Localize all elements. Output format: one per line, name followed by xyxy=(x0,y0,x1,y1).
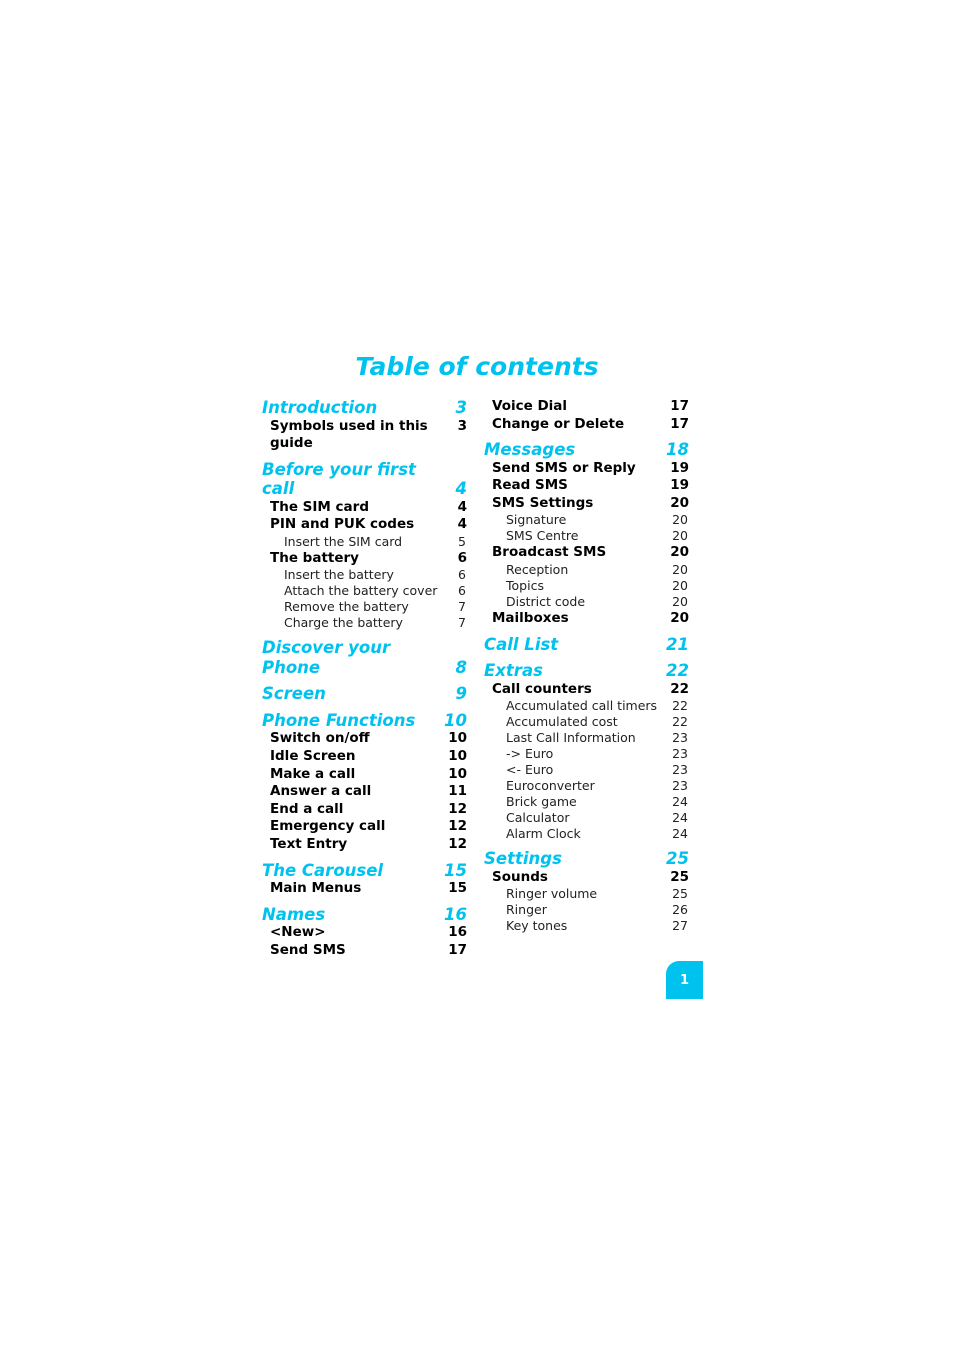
toc-subentry[interactable] xyxy=(484,778,689,794)
toc-entry-page: 10 xyxy=(448,730,467,747)
toc-entry-title: Ringer volume xyxy=(506,886,598,902)
toc-entry-page: 25 xyxy=(670,868,689,885)
toc-entry-page: 20 xyxy=(672,528,688,544)
toc-entry-title: End a call xyxy=(270,800,344,817)
toc-entry-title: Charge the battery xyxy=(284,615,403,631)
toc-entry-page: 11 xyxy=(448,783,467,800)
toc-subentry[interactable] xyxy=(484,714,689,730)
toc-entry-page: 16 xyxy=(448,924,467,941)
toc-entry-title: Emergency call xyxy=(270,818,386,835)
toc-entry-page: 26 xyxy=(672,902,688,918)
toc-entry[interactable] xyxy=(262,766,467,784)
toc-entry-title: Discover your Phone xyxy=(262,638,391,677)
toc-section-entry[interactable] xyxy=(262,684,467,704)
toc-entry-page: 6 xyxy=(458,567,466,583)
toc-entry[interactable] xyxy=(484,477,689,495)
toc-entry[interactable] xyxy=(484,416,689,434)
toc-entry[interactable] xyxy=(262,942,467,960)
toc-entry-title: Screen xyxy=(262,684,326,704)
toc-entry[interactable] xyxy=(262,924,467,942)
toc-entry-title: Mailboxes xyxy=(492,610,569,627)
toc-subentry[interactable] xyxy=(262,534,467,550)
toc-entry-title: Last Call Information xyxy=(506,730,636,746)
toc-entry-page: 12 xyxy=(448,836,467,853)
toc-entry-title: Read SMS xyxy=(492,477,568,494)
toc-section-entry[interactable] xyxy=(262,398,467,418)
toc-entry-title: Signature xyxy=(506,512,567,528)
toc-entry-page: 9 xyxy=(455,684,467,704)
toc-entry-page: 10 xyxy=(444,710,467,730)
toc-entry-title: Accumulated call timers xyxy=(506,698,658,714)
toc-entry-page: 3 xyxy=(455,398,467,417)
toc-entry[interactable] xyxy=(484,610,689,628)
toc-section-entry[interactable] xyxy=(262,861,467,881)
toc-entry-title: Symbols used in this guide xyxy=(270,417,428,452)
toc-entry-page: 17 xyxy=(448,941,467,958)
toc-left-column xyxy=(262,398,467,959)
toc-entry[interactable] xyxy=(484,681,689,699)
toc-entry-page: 23 xyxy=(672,730,688,746)
toc-entry[interactable] xyxy=(262,748,467,766)
toc-entry-page: 4 xyxy=(455,479,467,499)
toc-entry-title: Before your first call xyxy=(262,459,416,499)
toc-entry-title: Insert the battery xyxy=(284,567,394,583)
toc-subentry[interactable] xyxy=(262,567,467,583)
toc-entry-page: 22 xyxy=(670,680,689,697)
toc-subentry[interactable] xyxy=(484,730,689,746)
toc-entry-page: 21 xyxy=(666,634,689,654)
toc-entry-page: 18 xyxy=(666,440,689,460)
toc-entry-page: 22 xyxy=(672,698,688,714)
toc-subentry[interactable] xyxy=(484,794,689,810)
toc-entry-page: 19 xyxy=(670,477,689,494)
toc-subentry[interactable] xyxy=(484,698,689,714)
toc-section-entry[interactable] xyxy=(262,638,467,677)
toc-entry-title: Messages xyxy=(484,440,576,460)
toc-entry-page: 15 xyxy=(444,860,467,880)
toc-entry-title: Key tones xyxy=(506,918,568,934)
toc-entry-page: 4 xyxy=(457,498,467,515)
toc-entry-title: Euroconverter xyxy=(506,778,595,794)
toc-entry-page: 8 xyxy=(455,657,467,677)
toc-subentry[interactable] xyxy=(484,826,689,842)
toc-entry[interactable] xyxy=(262,818,467,836)
toc-entry[interactable] xyxy=(262,516,467,534)
toc-entry-title: Attach the battery cover xyxy=(284,583,438,599)
toc-entry-title: Reception xyxy=(506,562,569,578)
page-number: 1 xyxy=(679,972,690,988)
toc-entry-title: Send SMS xyxy=(270,941,346,958)
toc-entry-title: The SIM card xyxy=(270,498,369,515)
toc-subentry[interactable] xyxy=(262,599,467,615)
toc-entry-page: 19 xyxy=(670,459,689,476)
toc-entry-page: 25 xyxy=(666,849,689,869)
toc-entry-page: 20 xyxy=(672,562,688,578)
toc-entry[interactable] xyxy=(262,783,467,801)
toc-entry-page: 20 xyxy=(670,544,689,561)
toc-entry-title: Introduction xyxy=(262,398,378,417)
toc-entry[interactable] xyxy=(484,495,689,513)
toc-entry-title: <New> xyxy=(270,924,326,941)
toc-entry-title: Remove the battery xyxy=(284,599,409,615)
toc-entry-title: Main Menus xyxy=(270,880,362,897)
toc-entry-title: Alarm Clock xyxy=(506,826,581,842)
toc-subentry[interactable] xyxy=(484,512,689,528)
toc-subentry[interactable] xyxy=(262,615,467,631)
toc-entry-page: 12 xyxy=(448,800,467,817)
toc-entry-title: Extras xyxy=(484,661,543,681)
toc-entry-title: Brick game xyxy=(506,794,577,810)
toc-entry[interactable] xyxy=(262,836,467,854)
toc-entry-page: 20 xyxy=(672,578,688,594)
toc-subentry[interactable] xyxy=(484,578,689,594)
toc-subentry[interactable] xyxy=(484,746,689,762)
toc-entry[interactable] xyxy=(484,544,689,562)
toc-entry-title: -> Euro xyxy=(506,746,554,762)
toc-entry-title: Switch on/off xyxy=(270,730,370,747)
toc-entry-page: 22 xyxy=(666,661,689,681)
toc-entry-page: 7 xyxy=(458,615,466,631)
toc-entry-page: 17 xyxy=(670,398,689,414)
page-number-tab xyxy=(666,961,703,999)
toc-entry-title: Phone Functions xyxy=(262,710,416,730)
toc-entry[interactable] xyxy=(484,460,689,478)
toc-entry-title: Answer a call xyxy=(270,783,372,800)
toc-right-column xyxy=(484,398,689,934)
toc-entry-title: District code xyxy=(506,594,586,610)
toc-entry[interactable] xyxy=(262,499,467,517)
toc-entry-title: Accumulated cost xyxy=(506,714,618,730)
toc-subentry[interactable] xyxy=(262,583,467,599)
toc-entry-page: 15 xyxy=(448,880,467,897)
toc-subentry[interactable] xyxy=(484,594,689,610)
toc-entry[interactable] xyxy=(262,880,467,898)
toc-entry-title: Topics xyxy=(506,578,544,594)
toc-entry-page: 23 xyxy=(672,778,688,794)
toc-entry-title: Broadcast SMS xyxy=(492,544,607,561)
toc-subentry[interactable] xyxy=(484,886,689,902)
toc-entry-title: Change or Delete xyxy=(492,415,625,432)
toc-entry[interactable] xyxy=(484,398,689,416)
toc-section-entry[interactable] xyxy=(262,711,467,731)
toc-entry-title: The battery xyxy=(270,549,359,566)
toc-entry-page: 27 xyxy=(672,918,688,934)
toc-entry-page: 6 xyxy=(458,583,466,599)
toc-entry[interactable] xyxy=(262,418,467,453)
toc-entry-title: <- Euro xyxy=(506,762,554,778)
toc-entry-title: Ringer xyxy=(506,902,547,918)
page-title: Table of contents xyxy=(355,352,599,381)
toc-section-entry[interactable] xyxy=(484,661,689,681)
toc-entry-page: 12 xyxy=(448,818,467,835)
toc-entry-page: 7 xyxy=(458,599,466,615)
toc-entry-title: Settings xyxy=(484,849,562,869)
toc-entry-title: Make a call xyxy=(270,765,356,782)
toc-entry-page: 24 xyxy=(672,826,688,842)
toc-entry-page: 24 xyxy=(672,794,688,810)
toc-entry-page: 16 xyxy=(444,904,467,924)
toc-entry-title: SMS Settings xyxy=(492,494,594,511)
toc-section-entry[interactable] xyxy=(262,460,467,499)
toc-entry-page: 22 xyxy=(672,714,688,730)
toc-entry[interactable] xyxy=(484,869,689,887)
toc-entry-page: 20 xyxy=(670,610,689,627)
toc-entry-page: 20 xyxy=(672,594,688,610)
toc-entry[interactable] xyxy=(262,801,467,819)
toc-entry[interactable] xyxy=(262,730,467,748)
toc-entry-title: Send SMS or Reply xyxy=(492,459,636,476)
toc-entry-page: 20 xyxy=(670,494,689,511)
toc-entry-page: 23 xyxy=(672,762,688,778)
toc-entry-page: 20 xyxy=(672,512,688,528)
toc-section-entry[interactable] xyxy=(484,849,689,869)
toc-entry-page: 23 xyxy=(672,746,688,762)
toc-subentry[interactable] xyxy=(484,562,689,578)
toc-entry-title: Call counters xyxy=(492,680,592,697)
toc-subentry[interactable] xyxy=(484,918,689,934)
toc-section-entry[interactable] xyxy=(484,440,689,460)
toc-entry-page: 24 xyxy=(672,810,688,826)
toc-entry-page: 6 xyxy=(457,549,467,566)
toc-entry-page: 17 xyxy=(670,415,689,432)
toc-entry[interactable] xyxy=(262,550,467,568)
toc-entry-title: Names xyxy=(262,904,326,924)
toc-entry-title: The Carousel xyxy=(262,860,384,880)
toc-section-entry[interactable] xyxy=(262,905,467,925)
toc-entry-title: Call List xyxy=(484,634,559,654)
toc-subentry[interactable] xyxy=(484,810,689,826)
toc-entry-page: 10 xyxy=(448,765,467,782)
toc-subentry[interactable] xyxy=(484,762,689,778)
toc-entry-page: 25 xyxy=(672,886,688,902)
toc-subentry[interactable] xyxy=(484,902,689,918)
toc-entry-page: 4 xyxy=(457,516,467,533)
toc-entry-title: Sounds xyxy=(492,868,548,885)
toc-entry-title: Insert the SIM card xyxy=(284,533,403,549)
toc-entry-title: Calculator xyxy=(506,810,570,826)
toc-subentry[interactable] xyxy=(484,528,689,544)
toc-entry-title: PIN and PUK codes xyxy=(270,516,415,533)
toc-entry-page: 10 xyxy=(448,748,467,765)
toc-entry-title: Idle Screen xyxy=(270,748,356,765)
toc-entry-title: SMS Centre xyxy=(506,528,579,544)
toc-entry-page: 3 xyxy=(457,417,467,434)
toc-entry-title: Voice Dial xyxy=(492,398,568,414)
toc-entry-page: 5 xyxy=(458,533,466,549)
toc-section-entry[interactable] xyxy=(484,635,689,655)
toc-entry-title: Text Entry xyxy=(270,836,348,853)
